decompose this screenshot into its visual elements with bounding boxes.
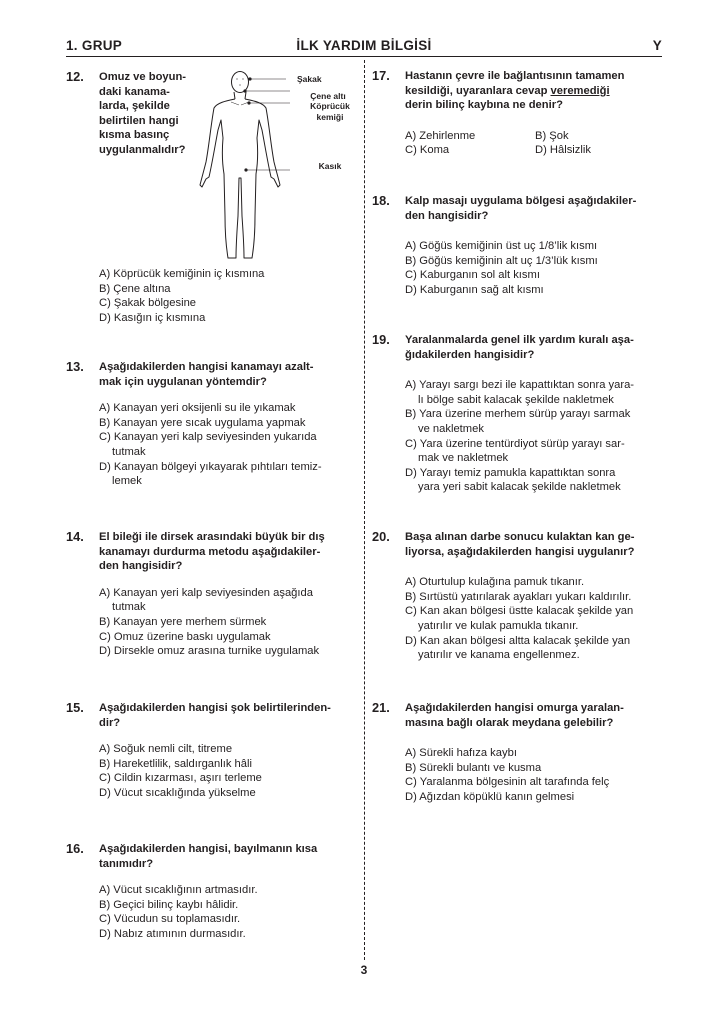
q20-option-c[interactable]: C) Kan akan bölgesi üstte kalacak şekilde yan yatırılır ve kulak pamukla tıkanır. [405, 605, 634, 632]
q17-option-c[interactable]: C) Koma [405, 144, 450, 157]
q16-option-d[interactable]: D) Nabız atımının durmasıdır. [99, 927, 246, 940]
q14-option-a[interactable]: A) Kanayan yeri kalp seviyesinden aşağıda tutmak [99, 586, 313, 614]
q16-option-b[interactable]: B) Geçici bilinç kaybı hâlidir. [99, 898, 239, 911]
page-number: 3 [360, 963, 368, 977]
q18-option-c[interactable]: C) Kaburganın sol alt kısmı [405, 269, 540, 282]
q21-option-d[interactable]: D) Ağızdan köpüklü kanın gelmesi [405, 790, 575, 803]
q14-stem: El bileği ile dirsek arasındaki büyük bir dış kanamayı durdurma metodu aşağıdakiler- den hangisidir? [99, 531, 325, 573]
q20-option-b[interactable]: B) Sırtüstü yatırılarak ayakları yukarı kaldırılır. [405, 590, 632, 603]
q14-option-c[interactable]: C) Omuz üzerine baskı uygulamak [99, 630, 271, 643]
q20-number: 20. [372, 529, 390, 544]
q19-option-d[interactable]: D) Yarayı temiz pamukla kapattıktan sonra yara yeri sabit kalacak şekilde nakletmek [405, 466, 621, 494]
q13-number: 13. [66, 359, 84, 374]
q12-option-b[interactable]: B) Çene altına [99, 282, 171, 295]
q15-option-a[interactable]: A) Soğuk nemli cilt, titreme [99, 743, 233, 756]
body-figure [190, 66, 290, 262]
q21-option-c[interactable]: C) Yaralanma bölgesinin alt tarafında felç [405, 776, 610, 789]
label-jaw: Çene altı [310, 91, 346, 101]
q15-stem: Aşağıdakilerden hangisi şok belirtilerinden- dir? [99, 702, 331, 729]
q16-option-a[interactable]: A) Vücut sıcaklığının artmasıdır. [99, 884, 258, 897]
q18-option-d[interactable]: D) Kaburganın sağ alt kısmı [405, 283, 544, 296]
q13-option-b[interactable]: B) Kanayan yere sıcak uygulama yapmak [99, 416, 306, 429]
column-divider [364, 60, 365, 960]
q17-option-a[interactable]: A) Zehirlenme [405, 129, 476, 142]
q12-option-a[interactable]: A) Köprücük kemiğinin iç kısmına [99, 268, 265, 280]
booklet-type: Y [652, 38, 662, 53]
q19-option-c[interactable]: C) Yara üzerine tentürdiyot sürüp yarayı sar- mak ve nakletmek [405, 437, 625, 465]
q15-number: 15. [66, 700, 84, 715]
header-rule [66, 56, 662, 57]
q16-number: 16. [66, 841, 84, 856]
q12-option-d[interactable]: D) Kasığın iç kısmına [99, 311, 206, 324]
q17-option-b[interactable]: B) Şok [535, 129, 569, 142]
label-temple: Şakak [297, 74, 322, 84]
q16-stem: Aşağıdakilerden hangisi, bayılmanın kısa tanımıdır? [99, 843, 318, 870]
q18-option-a[interactable]: A) Göğüs kemiğinin üst uç 1/8’lik kısmı [405, 240, 598, 253]
q19-stem: Yaralanmalarda genel ilk yardım kuralı aşa- ğıdakilerden hangisidir? [405, 334, 634, 361]
question-13 [66, 360, 356, 489]
q13-option-a[interactable]: A) Kanayan yeri oksijenli su ile yıkamak [99, 402, 296, 415]
q20-option-a[interactable]: A) Oturtulup kulağına pamuk tıkanır. [405, 576, 585, 589]
q17-number: 17. [372, 68, 390, 83]
q21-stem: Aşağıdakilerden hangisi omurga yaralan- masına bağlı olarak meydana gelebilir? [405, 702, 624, 729]
q13-option-c[interactable]: C) Kanayan yeri kalp seviyesinden yukarıda tutmak [99, 431, 317, 458]
question-14 [66, 530, 356, 659]
question-17 [372, 69, 664, 158]
q21-number: 21. [372, 700, 390, 715]
q20-option-d[interactable]: D) Kan akan bölgesi altta kalacak şekilde yan yatırılır ve kanama engellenmez. [405, 634, 631, 662]
question-20 [372, 530, 664, 663]
label-clavicle-line2: kemiği [316, 112, 344, 122]
question-21 [372, 701, 664, 805]
group-label: 1. GRUP [66, 38, 123, 53]
label-clavicle-line1: Köprücük [310, 101, 350, 111]
q18-number: 18. [372, 193, 390, 208]
question-16 [66, 842, 356, 942]
question-15 [66, 701, 356, 801]
q21-option-a[interactable]: A) Sürekli hafıza kaybı [405, 747, 517, 760]
subject-title: İLK YARDIM BİLGİSİ [296, 38, 432, 53]
q15-option-d[interactable]: D) Vücut sıcaklığında yükselme [99, 786, 256, 799]
q21-option-b[interactable]: B) Sürekli bulantı ve kusma [405, 761, 542, 774]
question-19 [372, 333, 664, 495]
q12-option-c[interactable]: C) Şakak bölgesine [99, 297, 197, 310]
q19-option-b[interactable]: B) Yara üzerine merhem sürüp yarayı sarmak ve nakletmek [405, 408, 631, 435]
q18-option-b[interactable]: B) Göğüs kemiğinin alt uç 1/3’lük kısmı [405, 254, 598, 267]
q19-number: 19. [372, 332, 390, 347]
q15-option-c[interactable]: C) Cildin kızarması, aşırı terleme [99, 772, 262, 785]
q20-stem: Başa alınan darbe sonucu kulaktan kan ge- liyorsa, aşağıdakilerden hangisi uygulanır? [405, 531, 635, 558]
q13-option-d[interactable]: D) Kanayan bölgeyi yıkayarak pıhtıları temiz- lemek [99, 460, 322, 488]
q13-stem: Aşağıdakilerden hangisi kanamayı azalt- mak için uygulanan yöntemdir? [99, 361, 314, 388]
q17-option-d[interactable]: D) Hâlsizlik [535, 144, 591, 157]
q16-option-c[interactable]: C) Vücudun su toplamasıdır. [99, 913, 241, 926]
q18-stem: Kalp masajı uygulama bölgesi aşağıdakiler- den hangisidir? [405, 195, 637, 222]
q14-number: 14. [66, 529, 84, 544]
q12-options [99, 267, 349, 325]
q17-underlined-word: veremediği [550, 84, 610, 97]
q15-option-b[interactable]: B) Hareketlilik, saldırganlık hâli [99, 757, 252, 770]
q14-option-d[interactable]: D) Dirsekle omuz arasına turnike uygulamak [99, 645, 320, 658]
q17-stem: Hastanın çevre ile bağlantısının tamamen kesildiği, uyaranlara cevap veremediği derin bilinç kaybına ne denir? [405, 70, 625, 112]
q14-option-b[interactable]: B) Kanayan yere merhem sürmek [99, 615, 267, 628]
question-18 [372, 194, 664, 298]
q12-number: 12. [66, 69, 84, 84]
q12-stem: Omuz ve boyun- daki kanama- larda, şekilde belirtilen hangi kısma basınç uygulanmalıdır? [99, 71, 187, 156]
label-groin: Kasık [318, 161, 342, 171]
q19-option-a[interactable]: A) Yarayı sargı bezi ile kapattıktan sonra yara- lı bölge sabit kalacak şekilde nakletmek [405, 379, 635, 406]
